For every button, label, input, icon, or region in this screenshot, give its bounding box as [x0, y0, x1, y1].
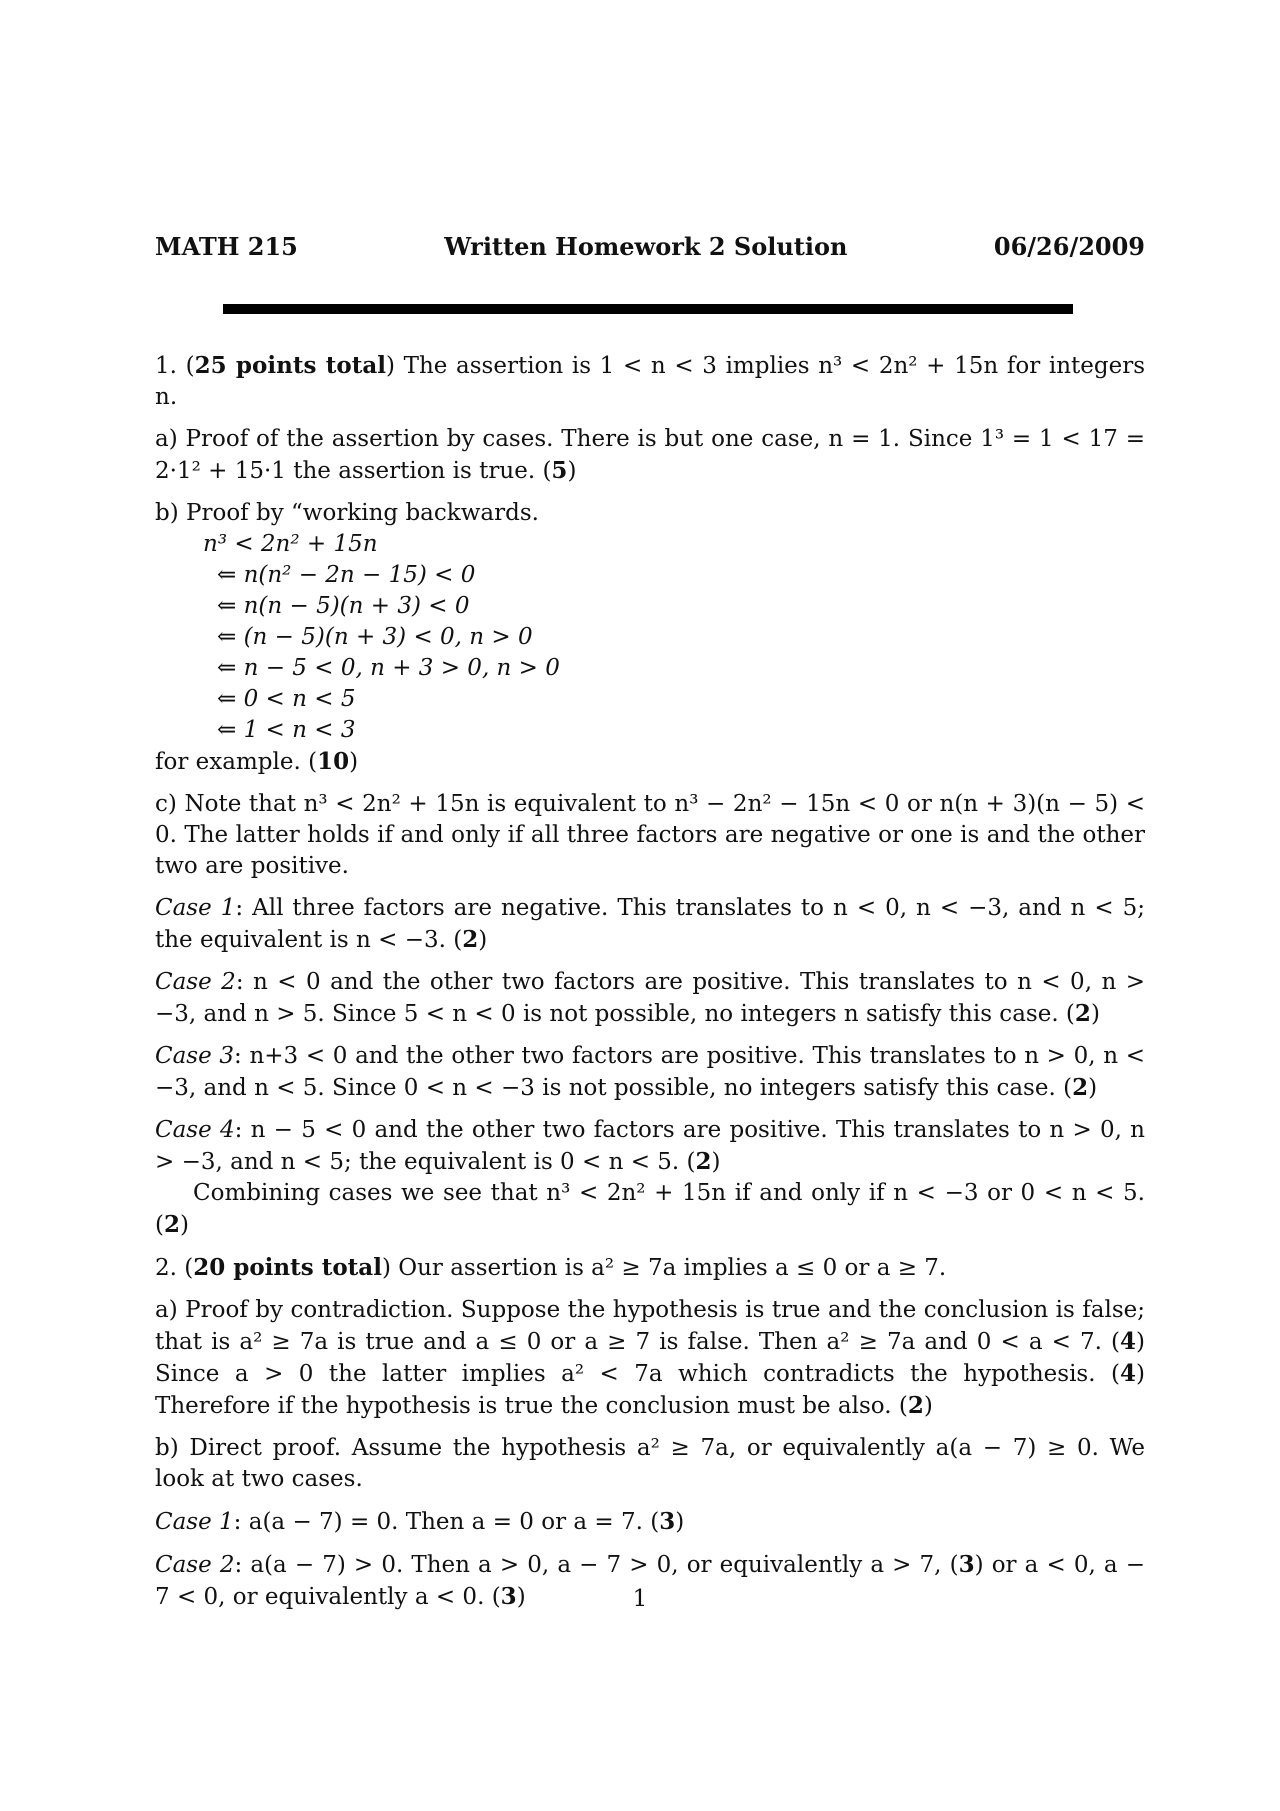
derivation-block: [155, 529, 1145, 746]
case-paragraph: Case 3: n+3 < 0 and the other two factors are positive. This translates to n > 0, n < −3, and n < 5. Since 0 < n < −3 is not possible, no integers satisfy this case. (2): [155, 1043, 1145, 1101]
derivation-line: ⇐ 1 < n < 3: [217, 717, 356, 743]
problem-1-conclusion: Combining cases we see that n³ < 2n² + 15n if and only if n < −3 or 0 < n < 5. (2): [155, 1180, 1145, 1238]
document-body: [155, 350, 1145, 1624]
problem-1a: a) Proof of the assertion by cases. There is but one case, n = 1. Since 1³ = 1 < 17 = 2·1² + 15·1 the assertion is true. (5): [155, 426, 1145, 484]
case-paragraph: Case 2: n < 0 and the other two factors are positive. This translates to n < 0, n > −3, and n > 5. Since 5 < n < 0 is not possible, no integers n satisfy this case. (2): [155, 969, 1145, 1027]
page-number: 1: [632, 1586, 648, 1612]
problem-1c: c) Note that n³ < 2n² + 15n is equivalent to n³ − 2n² − 15n < 0 or n(n + 3)(n − 5) < 0. The latter holds if and only if all three factors are negative or one is and the other two are positive.: [155, 791, 1145, 879]
derivation-line: ⇐ n(n² − 2n − 15) < 0: [217, 562, 476, 588]
derivation-line: n³ < 2n² + 15n: [203, 531, 378, 557]
derivation-line: ⇐ 0 < n < 5: [217, 686, 356, 712]
course-code: MATH 215: [155, 232, 298, 261]
case-paragraph: Case 1: a(a − 7) = 0. Then a = 0 or a = 7. (3): [155, 1508, 685, 1535]
derivation-line: ⇐ n(n − 5)(n + 3) < 0: [217, 593, 470, 619]
derivation-line: ⇐ n − 5 < 0, n + 3 > 0, n > 0: [217, 655, 560, 681]
page-header: [155, 232, 1145, 261]
problem-1-statement: 1. (25 points total) The assertion is 1 < n < 3 implies n³ < 2n² + 15n for integers n.: [155, 352, 1145, 410]
case-paragraph: Case 2: a(a − 7) > 0. Then a > 0, a − 7 > 0, or equivalently a > 7, (3) or a < 0, a − 7 < 0, or equivalently a < 0. (3): [155, 1551, 1145, 1610]
header-rule: [223, 304, 1073, 314]
derivation-line: ⇐ (n − 5)(n + 3) < 0, n > 0: [217, 624, 533, 650]
problem-1b-end: for example. (10): [155, 748, 359, 775]
problem-2-statement: 2. (20 points total) Our assertion is a² ≥ 7a implies a ≤ 0 or a ≥ 7.: [155, 1254, 947, 1281]
problem-2a: a) Proof by contradiction. Suppose the hypothesis is true and the conclusion is false; that is a² ≥ 7a is true and a ≤ 0 or a ≥ 7 is false. Then a² ≥ 7a and 0 < a < 7. (4) Since a > 0 the latter implies a² < 7a which contradicts the hypothesis. (4) Therefore if the hypothesis is true the conclusion must be also. (2): [155, 1297, 1145, 1419]
problem-2b: b) Direct proof. Assume the hypothesis a² ≥ 7a, or equivalently a(a − 7) ≥ 0. We look at two cases.: [155, 1435, 1145, 1492]
case-paragraph: Case 1: All three factors are negative. This translates to n < 0, n < −3, and n < 5; the equivalent is n < −3. (2): [155, 895, 1145, 953]
problem-1b-intro: b) Proof by “working backwards.: [155, 500, 539, 526]
case-paragraph: Case 4: n − 5 < 0 and the other two factors are positive. This translates to n > 0, n > −3, and n < 5; the equivalent is 0 < n < 5. (2): [155, 1117, 1145, 1175]
document-date: 06/26/2009: [993, 232, 1145, 261]
document-title: Written Homework 2 Solution: [444, 232, 848, 261]
